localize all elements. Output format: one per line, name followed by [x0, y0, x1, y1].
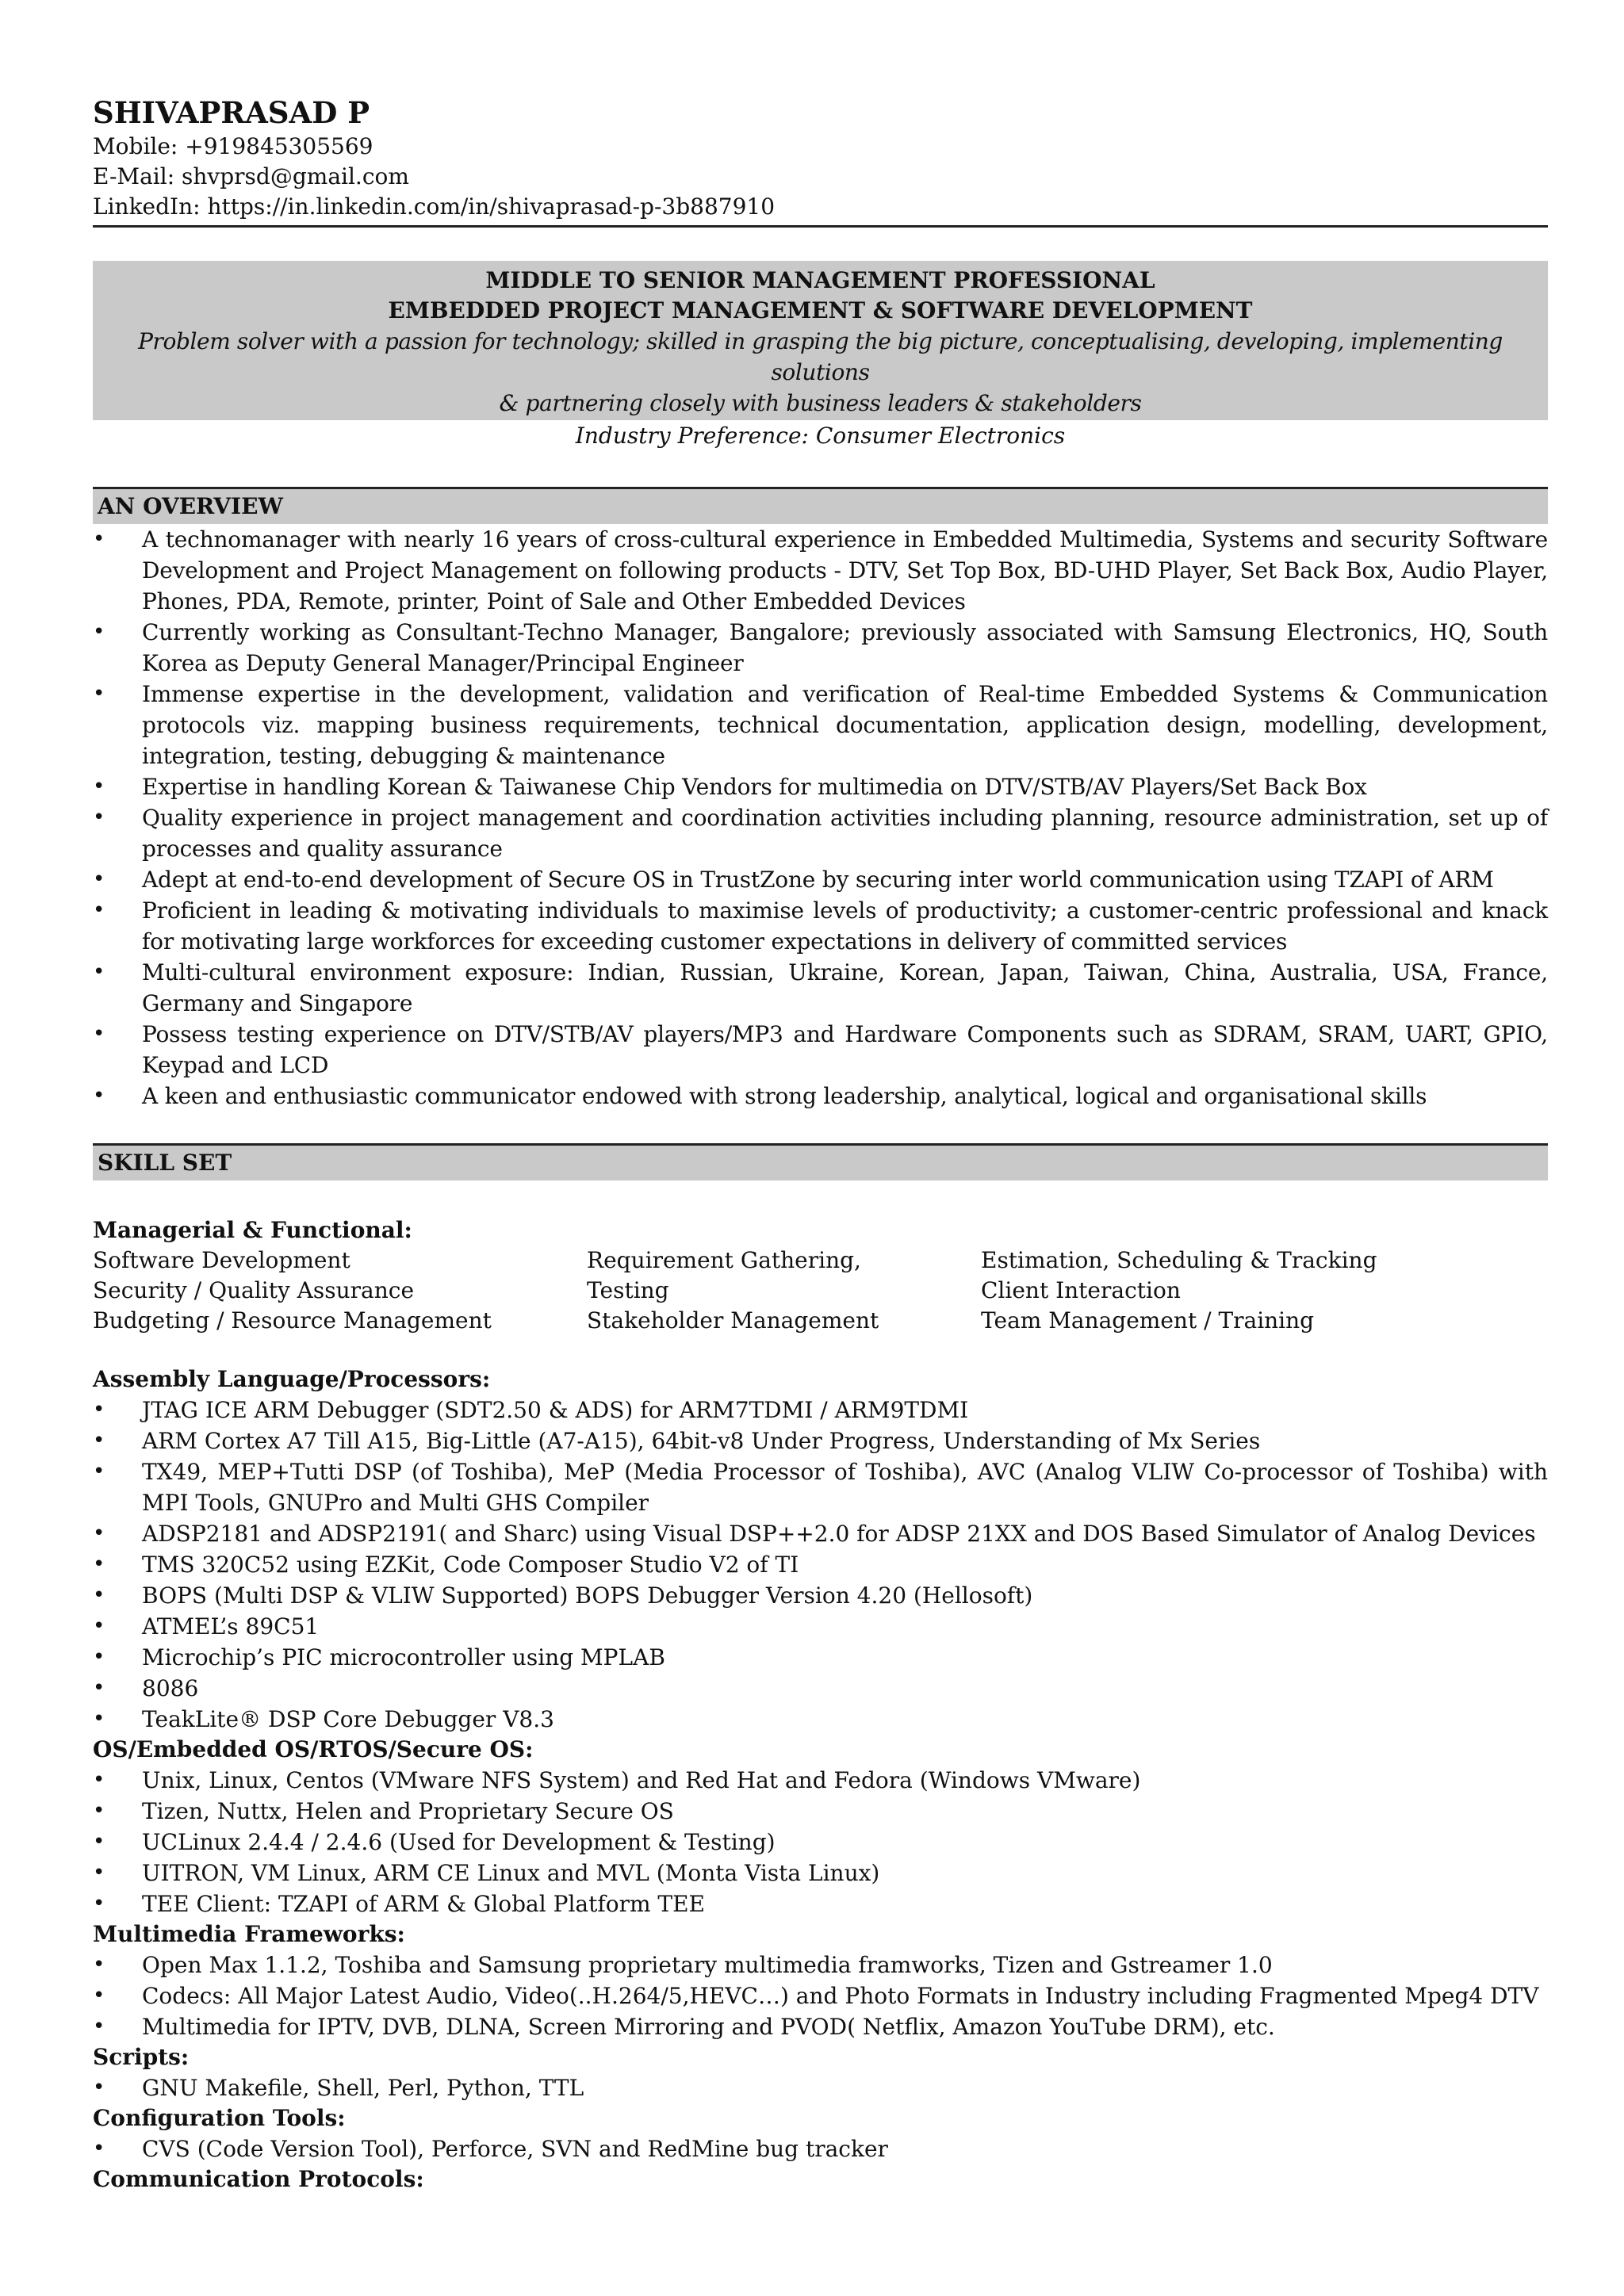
list-item: • TEE Client: TZAPI of ARM & Global Platform TEE	[93, 1888, 1548, 1919]
comm-protocols-heading: Communication Protocols:	[93, 2166, 424, 2192]
managerial-heading: Managerial & Functional:	[93, 1217, 412, 1243]
email-line: E-Mail: shvprsd@gmail.com	[93, 163, 409, 189]
skill-cell: Software Development	[93, 1247, 350, 1273]
banner-tagline-1: Problem solver with a passion for technology; skilled in grasping the big picture, conceptualising, developing, implementing solutions	[138, 328, 1503, 385]
config-tools-heading: Configuration Tools:	[93, 2105, 346, 2131]
list-item: • BOPS (Multi DSP & VLIW Supported) BOPS Debugger Version 4.20 (Hellosoft)	[93, 1580, 1548, 1611]
skill-cell: Requirement Gathering,	[587, 1247, 861, 1273]
list-item: • Tizen, Nuttx, Helen and Proprietary Secure OS	[93, 1796, 1548, 1827]
profile-banner	[93, 261, 1548, 420]
mobile-line: Mobile: +919845305569	[93, 133, 373, 159]
os-heading: OS/Embedded OS/RTOS/Secure OS:	[93, 1736, 534, 1762]
resume-content	[93, 94, 1548, 2195]
list-item: • A keen and enthusiastic communicator endowed with strong leadership, analytical, logical and organisational skills	[93, 1081, 1548, 1112]
assembly-list	[93, 1395, 1548, 1735]
list-item: • Microchip’s PIC microcontroller using MPLAB	[93, 1642, 1548, 1673]
scripts-heading: Scripts:	[93, 2044, 190, 2070]
list-item: • Proficient in leading & motivating individuals to maximise levels of productivity; a customer-centric professional and knack for motivating large workforces for exceeding customer expectations in delivery of committed services	[93, 895, 1548, 957]
list-item: • Currently working as Consultant-Techno Manager, Bangalore; previously associated with Samsung Electronics, HQ, South Korea as Deputy General Manager/Principal Engineer	[93, 617, 1548, 679]
section-header-overview: AN OVERVIEW	[93, 487, 1548, 524]
skill-cell: Stakeholder Management	[587, 1307, 879, 1334]
list-item: • ATMEL’s 89C51	[93, 1611, 1548, 1642]
section-header-skillset: SKILL SET	[93, 1143, 1548, 1181]
header-divider	[93, 225, 1548, 228]
list-item: • ADSP2181 and ADSP2191( and Sharc) using Visual DSP++2.0 for ADSP 21XX and DOS Based Simulator of Analog Devices	[93, 1518, 1548, 1549]
managerial-skills-grid	[93, 1246, 1548, 1336]
skill-cell: Team Management / Training	[981, 1307, 1315, 1334]
list-item: • UCLinux 2.4.4 / 2.4.6 (Used for Development & Testing)	[93, 1827, 1548, 1858]
candidate-name: SHIVAPRASAD P	[93, 95, 370, 130]
list-item: • TeakLite® DSP Core Debugger V8.3	[93, 1704, 1548, 1735]
list-item: • JTAG ICE ARM Debugger (SDT2.50 & ADS) for ARM7TDMI / ARM9TDMI	[93, 1395, 1548, 1425]
industry-preference: Industry Preference: Consumer Electronics	[575, 423, 1066, 449]
list-item: • 8086	[93, 1673, 1548, 1704]
list-item: • ARM Cortex A7 Till A15, Big-Little (A7-A15), 64bit-v8 Under Progress, Understanding of Mx Series	[93, 1425, 1548, 1456]
list-item: • Open Max 1.1.2, Toshiba and Samsung proprietary multimedia framworks, Tizen and Gstreamer 1.0	[93, 1950, 1548, 1980]
list-item: • TMS 320C52 using EZKit, Code Composer Studio V2 of TI	[93, 1549, 1548, 1580]
list-item: • Immense expertise in the development, validation and verification of Real-time Embedded Systems & Communication protocols viz. mapping business requirements, technical documentation, application design, modelling, development, integration, testing, debugging & maintenance	[93, 679, 1548, 771]
assembly-heading: Assembly Language/Processors:	[93, 1366, 491, 1392]
list-item: • Codecs: All Major Latest Audio, Video(..H.264/5,HEVC…) and Photo Formats in Industry including Fragmented Mpeg4 DTV	[93, 1980, 1548, 2011]
skill-cell: Estimation, Scheduling & Tracking	[981, 1247, 1377, 1273]
list-item: • UITRON, VM Linux, ARM CE Linux and MVL (Monta Vista Linux)	[93, 1858, 1548, 1888]
multimedia-heading: Multimedia Frameworks:	[93, 1921, 405, 1947]
list-item: • Possess testing experience on DTV/STB/AV players/MP3 and Hardware Components such as SDRAM, SRAM, UART, GPIO, Keypad and LCD	[93, 1019, 1548, 1081]
banner-title-2: EMBEDDED PROJECT MANAGEMENT & SOFTWARE DEVELOPMENT	[388, 297, 1253, 323]
skill-cell: Security / Quality Assurance	[93, 1277, 415, 1303]
banner-tagline-2: & partnering closely with business leaders & stakeholders	[499, 390, 1142, 416]
list-item: • CVS (Code Version Tool), Perforce, SVN and RedMine bug tracker	[93, 2133, 1548, 2164]
multimedia-list	[93, 1950, 1548, 2042]
os-list	[93, 1765, 1548, 1919]
scripts-list	[93, 2072, 1548, 2103]
list-item: • Quality experience in project management and coordination activities including planning, resource administration, set up of processes and quality assurance	[93, 802, 1548, 864]
skill-cell: Budgeting / Resource Management	[93, 1307, 492, 1334]
overview-list	[93, 524, 1548, 1112]
list-item: • GNU Makefile, Shell, Perl, Python, TTL	[93, 2072, 1548, 2103]
list-item: • TX49, MEP+Tutti DSP (of Toshiba), MeP (Media Processor of Toshiba), AVC (Analog VLIW Co-processor of Toshiba) with MPI Tools, GNUPro and Multi GHS Compiler	[93, 1456, 1548, 1518]
list-item: • A technomanager with nearly 16 years of cross-cultural experience in Embedded Multimedia, Systems and security Software Development and Project Management on following products - DTV, Set Top Box, BD-UHD Player, Set Back Box, Audio Player, Phones, PDA, Remote, printer, Point of Sale and Other Embedded Devices	[93, 524, 1548, 617]
list-item: • Expertise in handling Korean & Taiwanese Chip Vendors for multimedia on DTV/STB/AV Players/Set Back Box	[93, 771, 1548, 802]
list-item: • Multimedia for IPTV, DVB, DLNA, Screen Mirroring and PVOD( Netflix, Amazon YouTube DRM), etc.	[93, 2011, 1548, 2042]
list-item: • Unix, Linux, Centos (VMware NFS System) and Red Hat and Fedora (Windows VMware)	[93, 1765, 1548, 1796]
config-tools-list	[93, 2133, 1548, 2164]
contact-block	[93, 132, 1548, 222]
list-item: • Adept at end-to-end development of Secure OS in TrustZone by securing inter world communication using TZAPI of ARM	[93, 864, 1548, 895]
linkedin-line: LinkedIn: https://in.linkedin.com/in/shivaprasad-p-3b887910	[93, 193, 776, 220]
banner-title-1: MIDDLE TO SENIOR MANAGEMENT PROFESSIONAL	[485, 267, 1155, 293]
skill-cell: Client Interaction	[981, 1277, 1181, 1303]
list-item: • Multi-cultural environment exposure: Indian, Russian, Ukraine, Korean, Japan, Taiwan, China, Australia, USA, France, Germany and Singapore	[93, 957, 1548, 1019]
skill-cell: Testing	[587, 1277, 669, 1303]
